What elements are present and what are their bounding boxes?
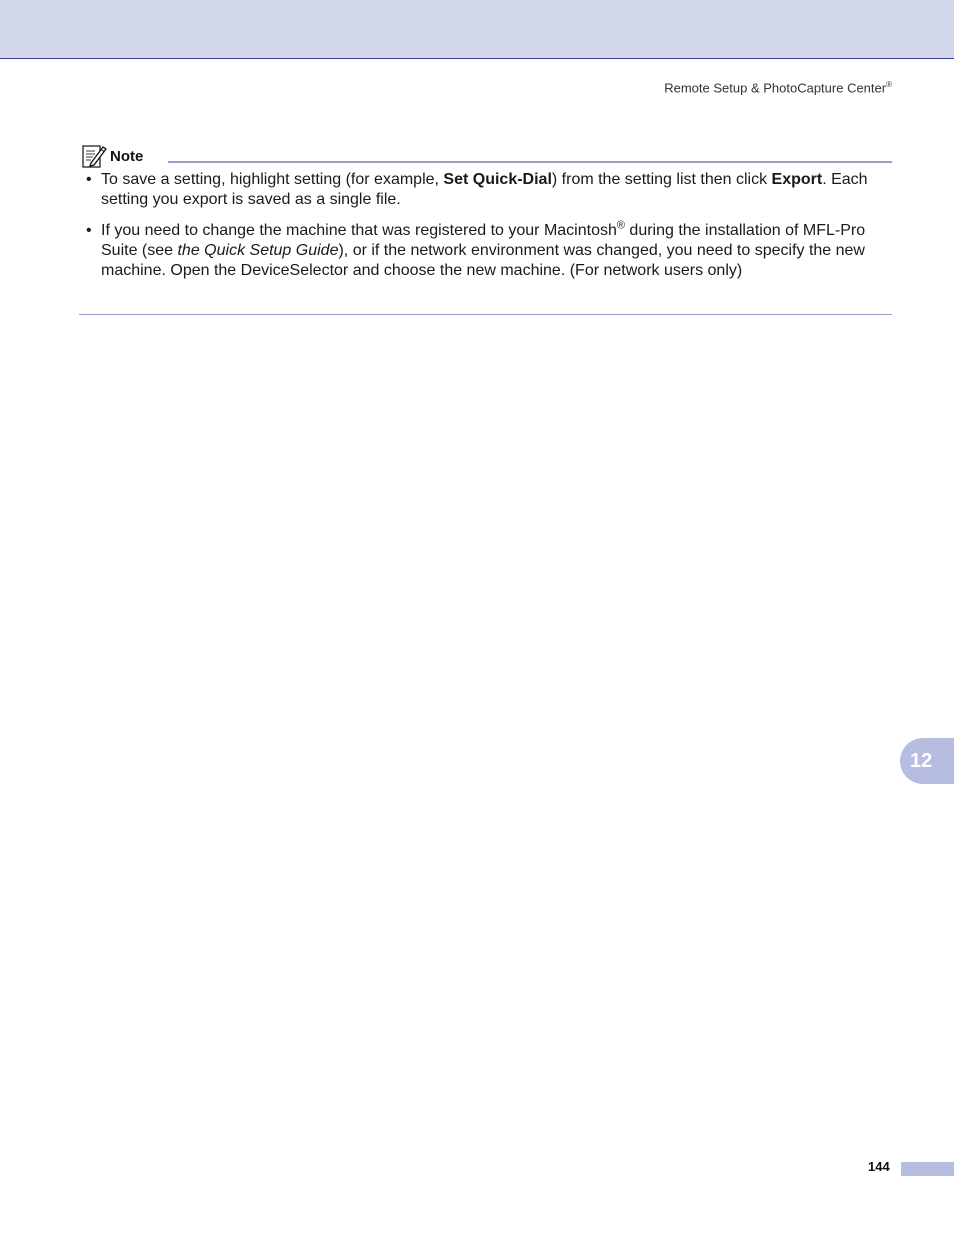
registered-mark: ® [616,219,625,232]
note-pencil-icon [81,143,107,169]
quick-setup-guide-ref: the Quick Setup Guide [177,242,339,259]
set-quick-dial-term: Set Quick-Dial [443,171,552,188]
registered-mark: ® [886,80,892,89]
note-text: ) from the setting list then click [551,171,772,188]
note-text: ), or if the network environment was changed, you need to specify the new machine. Open the DeviceSelector and choose the new machine. (For network users only) [101,242,865,279]
page-number: 144 [868,1159,890,1174]
export-term: Export [771,171,823,188]
note-rule-top [168,161,892,163]
note-title: Note [110,148,144,165]
note-list [79,170,892,281]
header-band [0,0,954,59]
note-text: during the installation of MFL-Pro Suite (see [101,222,866,259]
running-header-title: Remote Setup & PhotoCapture Center [664,80,887,96]
chapter-tab: 12 [900,738,954,784]
note-rule-bottom [79,314,892,315]
running-header [664,80,892,95]
note-text: . Each setting you export is saved as a single file. [101,171,868,208]
bullet: • [86,171,92,188]
note-text: To save a setting, highlight setting (for example, [101,171,444,188]
note-item-change-machine [79,221,892,281]
note-text: If you need to change the machine that was registered to your Macintosh [101,222,617,239]
page-number-bar [901,1162,954,1176]
note-item-export [79,170,892,210]
bullet: • [86,222,92,239]
note-body [79,170,892,281]
